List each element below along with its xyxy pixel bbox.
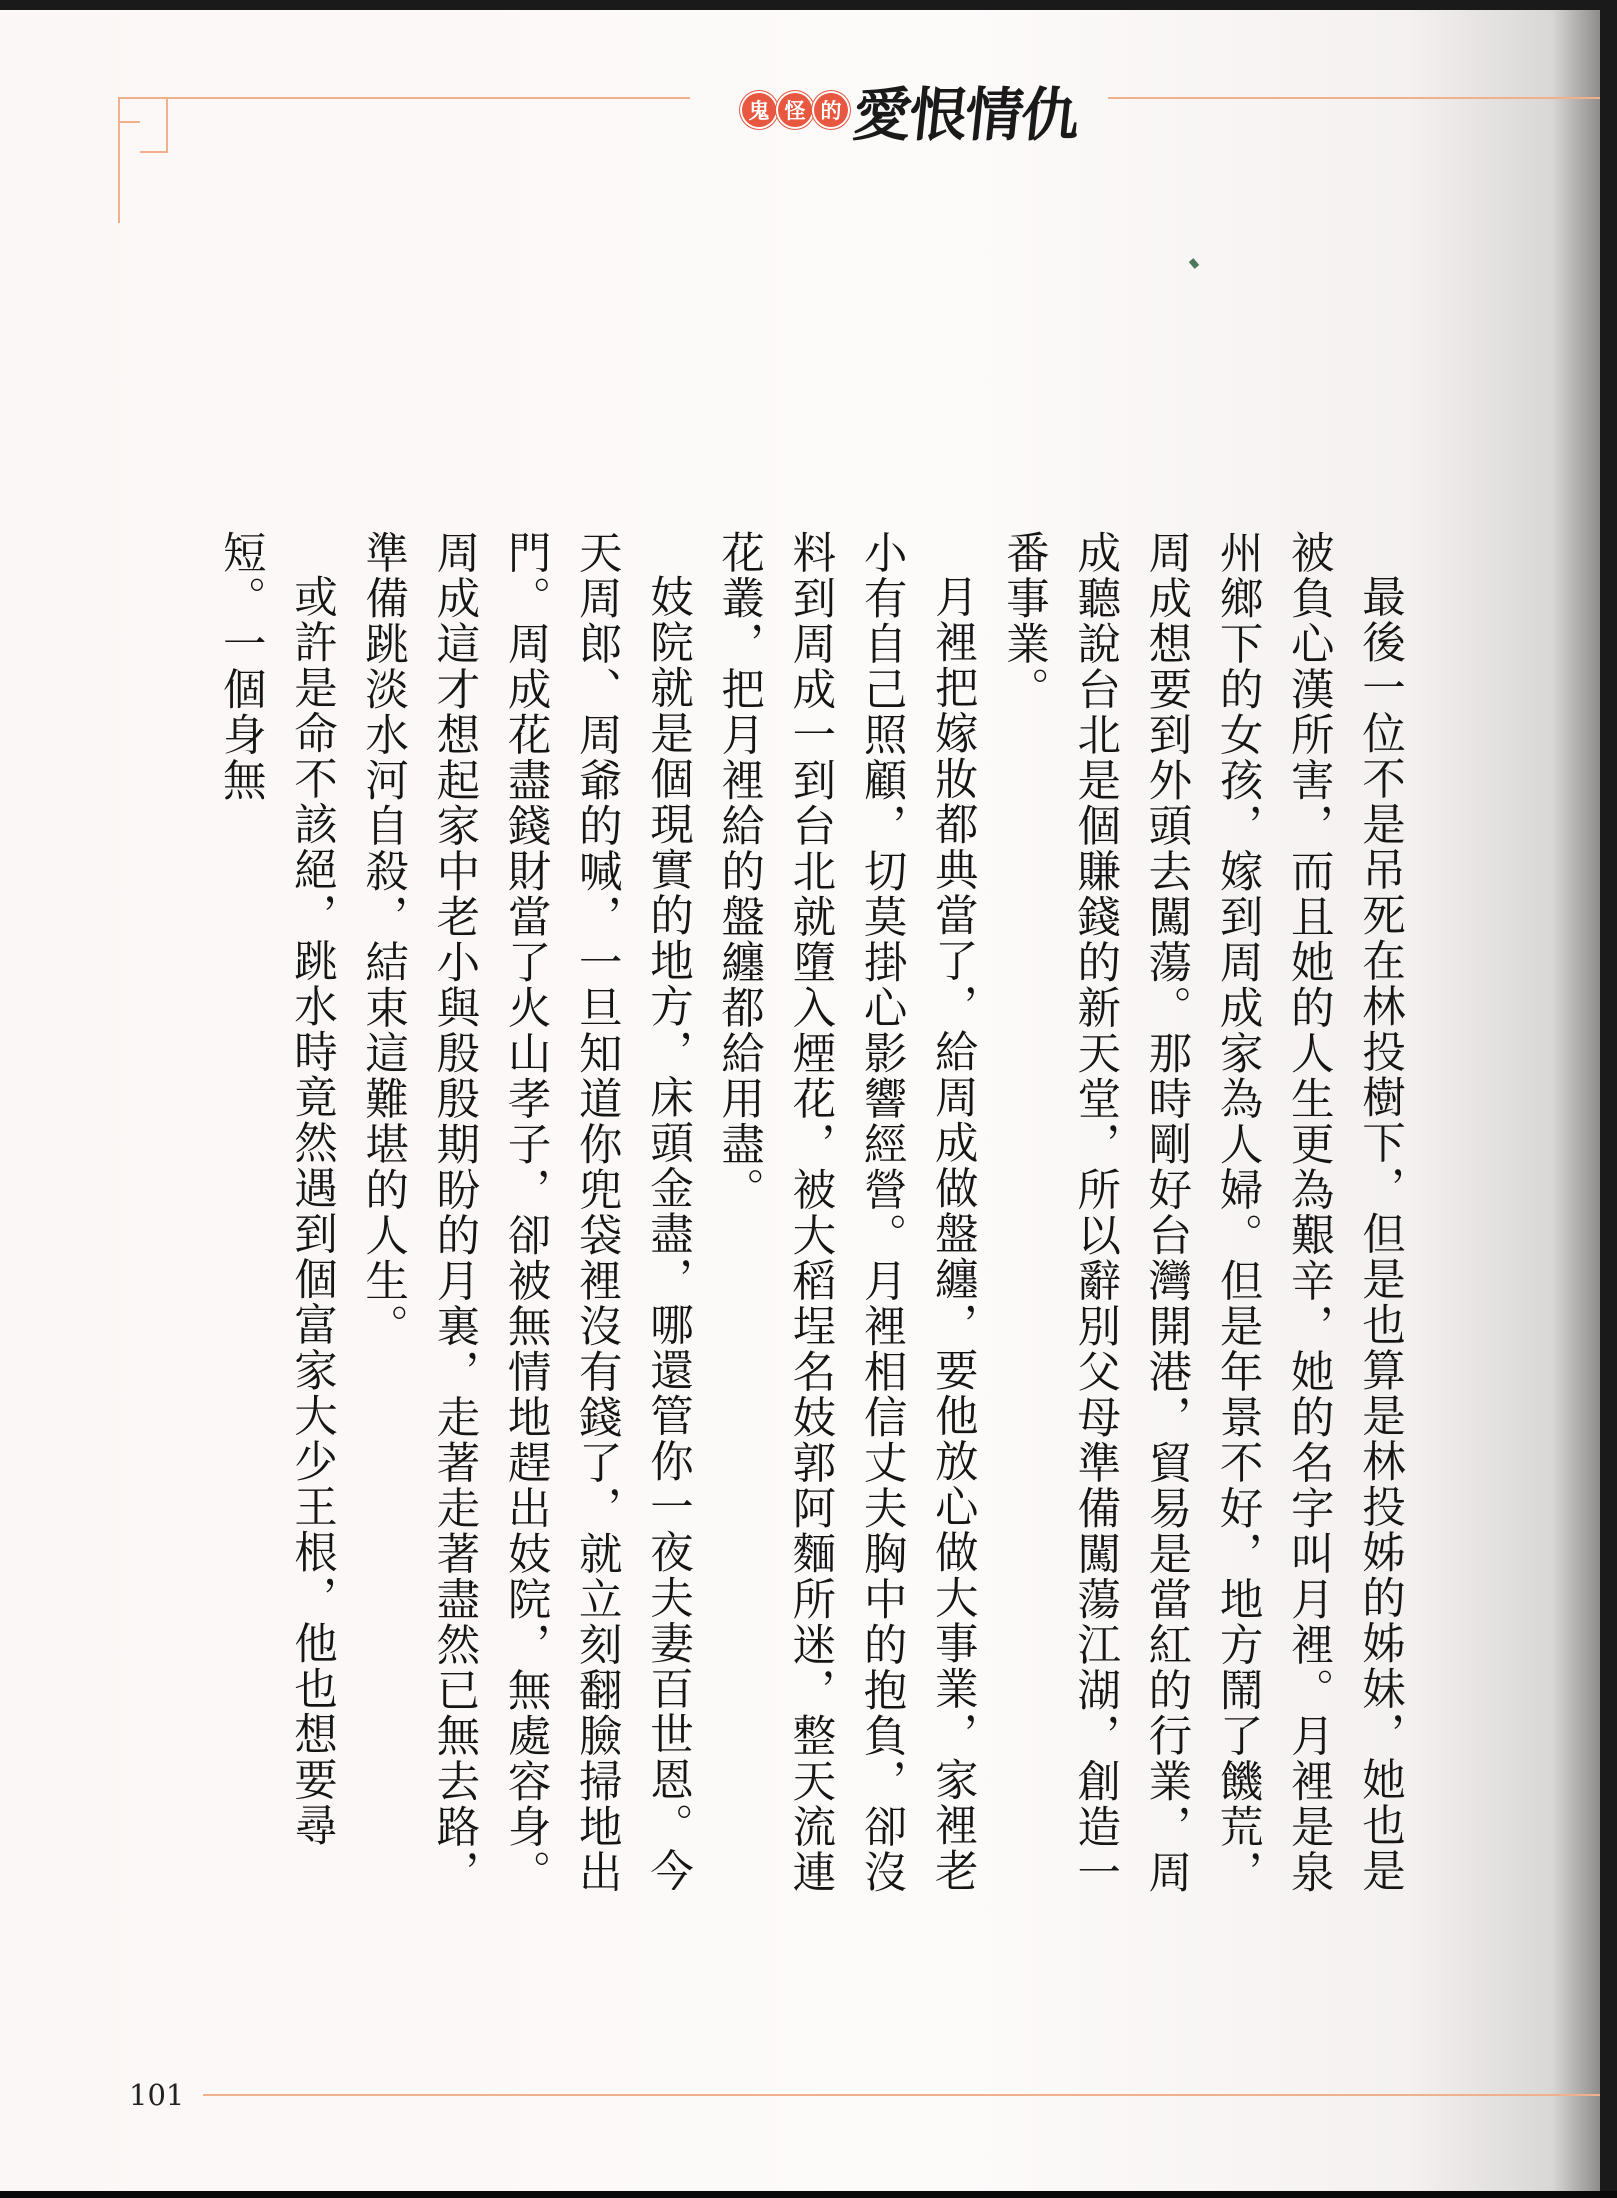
corner-ornament-line: [140, 151, 168, 153]
paragraph: 最後一位不是吊死在林投樹下，但是也算是林投姊的姊妹，她也是被負心漢所害，而且她的人生更為艱辛，她的名字叫月裡。月裡是泉州鄉下的女孩，嫁到周成家為人婦。但是年景不好，地方鬧了饑荒，周成想要到外頭去闖蕩。那時剛好台灣開港，貿易是當紅的行業，周成聽說台北是個賺錢的新天堂，所以辭別父母準備闖蕩江湖，創造一番事業。: [998, 530, 1405, 1895]
header-badge: 鬼: [742, 93, 776, 127]
book-page: [0, 10, 1600, 2198]
header-badge: 的: [814, 93, 848, 127]
scan-edge: [0, 2191, 1617, 2198]
corner-ornament: [118, 97, 168, 223]
header-rule-right: [1108, 97, 1600, 99]
paragraph: 妓院就是個現實的地方，床頭金盡，哪還管你一夜夫妻百世恩。今天周郎、周爺的喊，一旦知道你兜袋裡沒有錢了，就立刻翻臉掃地出門。周成花盡錢財當了火山孝子，卻被無情地趕出妓院，無處容身。周成這才想起家中老小與殷殷期盼的月裏，走著走著盡然已無去路，準備跳淡水河自殺，結束這難堪的人生。: [358, 530, 693, 1895]
paragraph: 月裡把嫁妝都典當了，給周成做盤纏，要他放心做大事業，家裡老小有自己照顧，切莫掛心影響經營。月裡相信丈夫胸中的抱負，卻沒料到周成一到台北就墮入煙花，被大稻埕名妓郭阿麵所迷，整天流連花叢，把月裡給的盤纏都給用盡。: [714, 530, 978, 1895]
page-number: 101: [129, 2078, 185, 2112]
corner-ornament-line: [118, 121, 140, 123]
header-badge: 怪: [778, 93, 812, 127]
vertical-text-body: [215, 530, 1415, 1930]
paragraph: 或許是命不該絕，跳水時竟然遇到個富家大少王根，他也想要尋短。一個身無: [215, 530, 337, 1848]
print-speck: [1189, 258, 1199, 269]
corner-ornament-line: [166, 97, 168, 151]
running-header: [742, 70, 1082, 150]
footer-rule: [203, 2094, 1600, 2096]
book-title: 愛恨情仇: [849, 81, 1082, 149]
header-badges: [742, 93, 848, 127]
header-rule-left: [118, 97, 690, 99]
